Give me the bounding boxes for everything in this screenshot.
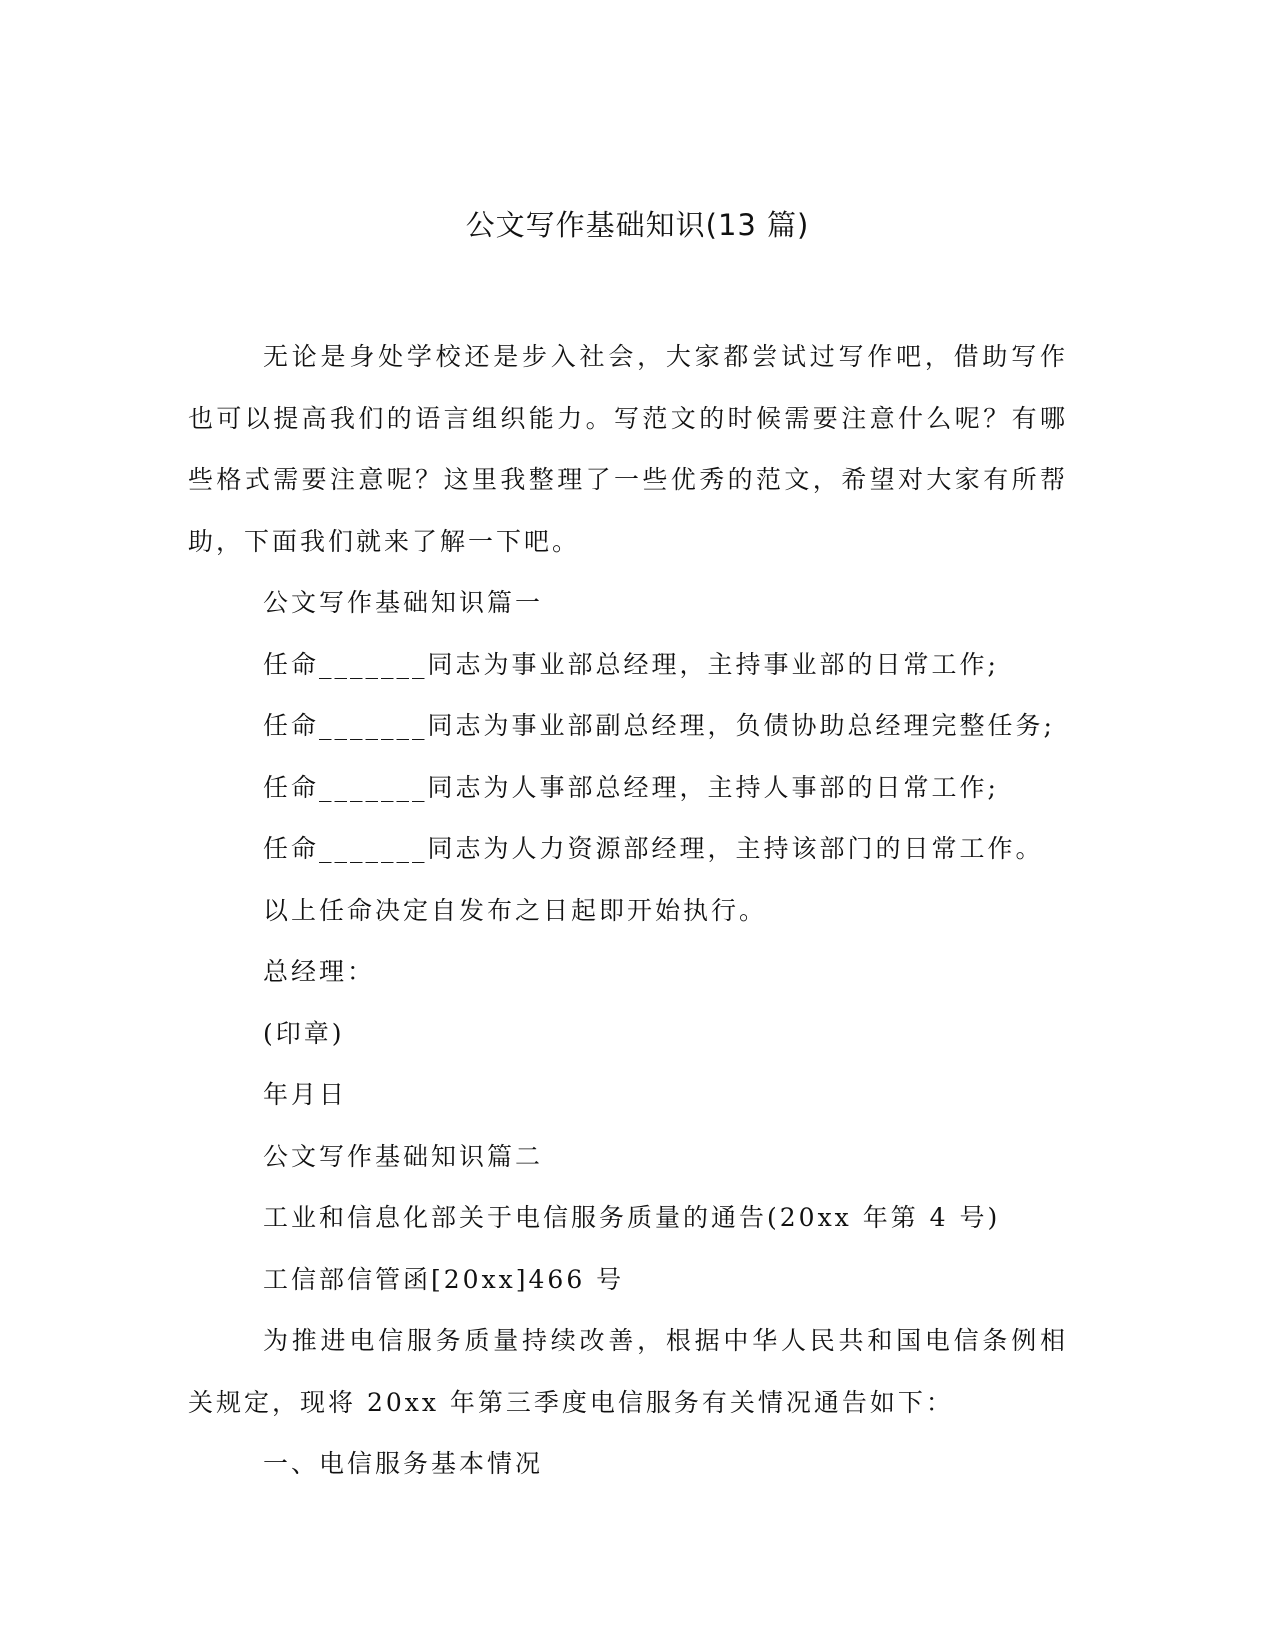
date-label: 年月日 [263,1080,348,1109]
subsection-heading: 一、电信服务基本情况 [263,1449,544,1478]
appointment-line: 任命_______同志为事业部副总经理，负债协助总经理完整任务; [263,711,1055,740]
section-heading-2: 公文写作基础知识篇二 [263,1141,544,1171]
intro-paragraph: 无论是身处学校还是步入社会，大家都尝试过写作吧，借助写作也可以提高我们的语言组织能力。写范文的时候需要注意什么呢？有哪些格式需要注意呢？这里我整理了一些优秀的范文，希望对大家有所帮助，下面我们就来了解一下吧。 [188,342,1068,556]
section-heading-1: 公文写作基础知识篇一 [263,588,544,617]
signer-label: 总经理： [263,957,376,986]
notice-title: 工业和信息化部关于电信服务质量的通告(20xx 年第 4 号) [263,1203,1001,1232]
effective-date-note: 以上任命决定自发布之日起即开始执行。 [263,895,768,925]
appointment-line: 任命_______同志为人事部总经理，主持人事部的日常工作; [263,772,999,802]
notice-paragraph: 为推进电信服务质量持续改善，根据中华人民共和国电信条例相关规定，现将 20xx 年第三季度电信服务有关情况通告如下： [188,1326,1068,1417]
appointment-line: 任命_______同志为人力资源部经理，主持该部门的日常工作。 [263,834,1044,863]
document-title: 公文写作基础知识(13 篇) [465,208,810,242]
appointment-line: 任命_______同志为事业部总经理，主持事业部的日常工作; [263,649,999,679]
document-body [188,326,1068,1495]
document-number: 工信部信管函[20xx]466 号 [263,1264,625,1294]
seal-label: (印章) [263,1018,345,1048]
